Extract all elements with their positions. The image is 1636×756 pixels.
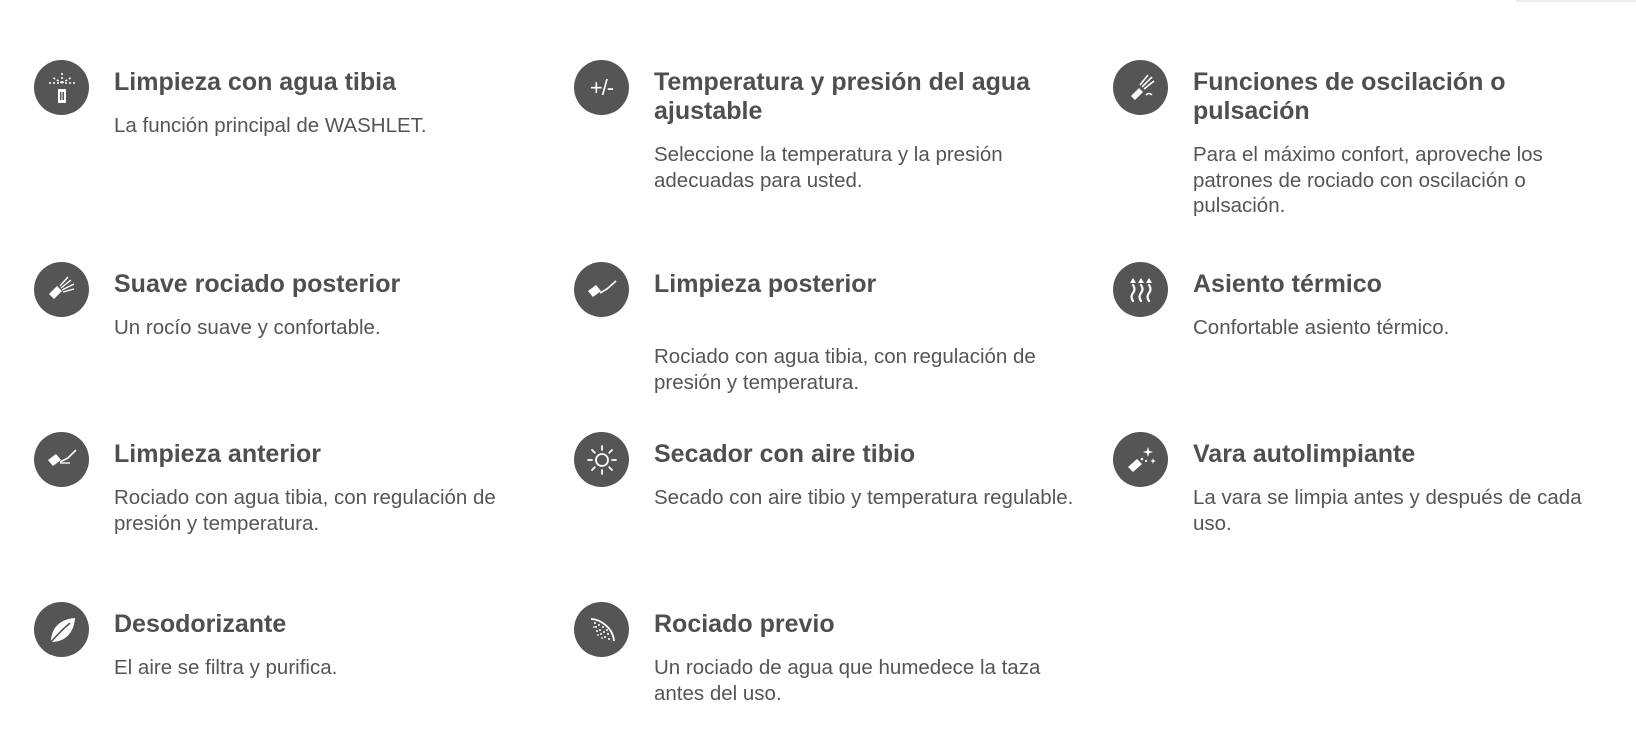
front-wash-icon: [34, 432, 89, 487]
feature-description: Rociado con agua tibia, con regulación de presión y temperatura.: [114, 486, 496, 535]
plus-minus-icon: [574, 60, 629, 115]
heat-waves-icon: [1113, 262, 1168, 317]
feature-description: Confortable asiento térmico.: [1193, 316, 1450, 339]
feature-title: Limpieza con agua tibia: [114, 68, 396, 96]
feature-description: La vara se limpia antes y después de cada uso.: [1193, 486, 1582, 535]
sun-icon: [574, 432, 629, 487]
feature-description: Secado con aire tibio y temperatura regulable.: [654, 486, 1074, 509]
feature-title: Funciones de oscilación o pulsación: [1193, 68, 1506, 125]
soft-spray-icon: [34, 262, 89, 317]
feature-title: Vara autolimpiante: [1193, 440, 1416, 468]
top-right-divider: [1516, 0, 1636, 2]
feature-description: Rociado con agua tibia, con regulación de presión y temperatura.: [654, 345, 1036, 394]
feature-title: Secador con aire tibio: [654, 440, 916, 468]
rear-wash-icon: [574, 262, 629, 317]
feature-description: La función principal de WASHLET.: [114, 114, 427, 137]
feature-title: Suave rociado posterior: [114, 270, 401, 298]
feature-title: Desodorizante: [114, 610, 287, 638]
leaf-icon: [34, 602, 89, 657]
feature-description: Un rocío suave y confortable.: [114, 316, 381, 339]
feature-title: Limpieza anterior: [114, 440, 321, 468]
feature-description: El aire se filtra y purifica.: [114, 656, 338, 679]
feature-title: Rociado previo: [654, 610, 835, 638]
plus-minus-glyph: +/-: [589, 74, 614, 100]
feature-description: Para el máximo confort, aproveche los patrones de rociado con oscilación o pulsación.: [1193, 143, 1543, 217]
oscillating-spray-icon: [1113, 60, 1168, 115]
feature-title: Temperatura y presión del agua ajustable: [654, 68, 1031, 125]
pre-mist-icon: [574, 602, 629, 657]
self-cleaning-wand-icon: [1113, 432, 1168, 487]
washlet-nozzle-icon: [34, 60, 89, 115]
feature-description: Un rociado de agua que humedece la taza antes del uso.: [654, 656, 1041, 705]
feature-title: Asiento térmico: [1193, 270, 1382, 298]
feature-description: Seleccione la temperatura y la presión adecuadas para usted.: [654, 143, 1003, 192]
feature-title: Limpieza posterior: [654, 270, 877, 298]
